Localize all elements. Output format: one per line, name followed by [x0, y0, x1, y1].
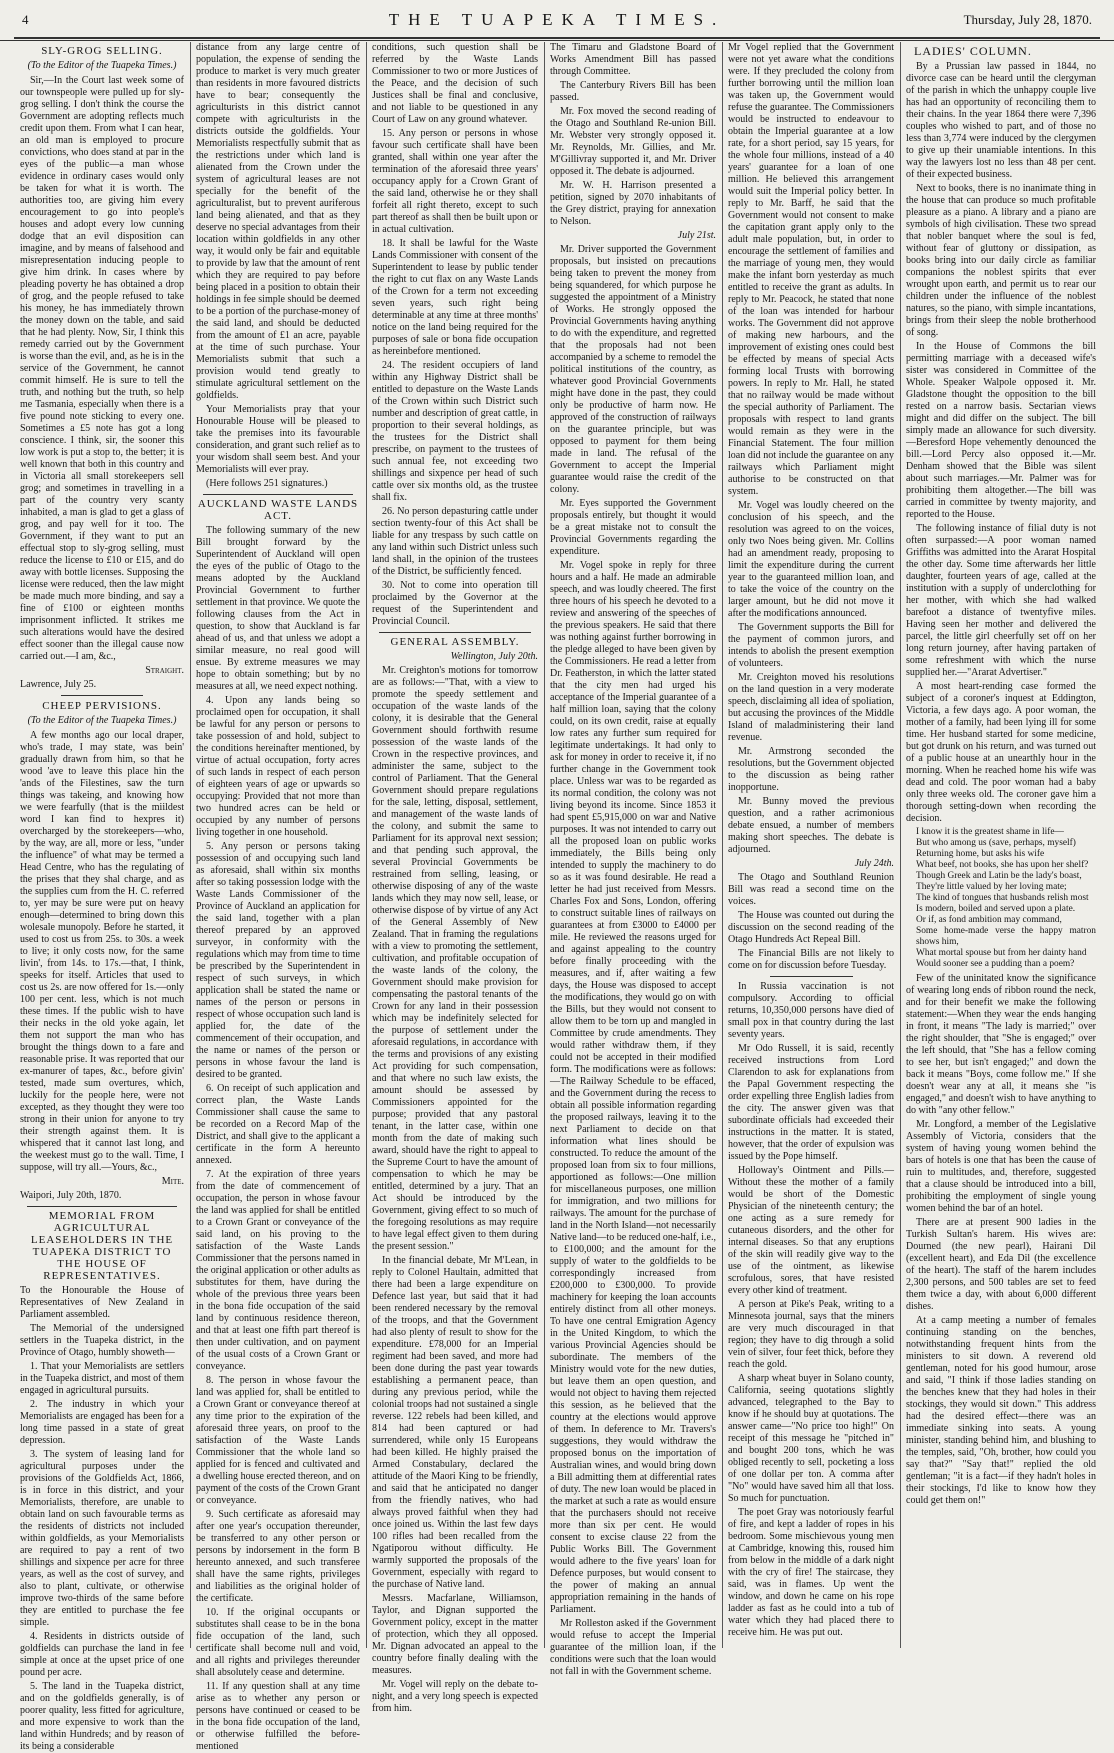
section-rule [379, 632, 532, 633]
paragraph: To the Honourable the House of Representatives of New Zealand in Parliament assembled. [20, 1285, 184, 1320]
paragraph: Mr. Eyes supported the Government proposals entirely, but thought it would be a great mistake not to consult the Provincial Governments regarding the expenditure. [550, 498, 716, 557]
paragraph: Mr. Driver supported the Government proposals, but insisted on precautions being taken to prevent the money from being squandered, for which purpose he suggested the appointment of a Ministry of Works. He strongly opposed the Provincial Governments having anything to do with the expenditure, and regretted that the proposals had not been accompanied by a scheme to remodel the political institutions of the country, as whatever good Provincial Governments might have done in the past, they could only be productive of harm now. He approved of the construction of railways on the guarantee principle, but was opposed to payment for them being made in land. The refusal of the Government to accept the Imperial guarantee would raise the credit of the colony. [550, 244, 716, 495]
column-divider [722, 42, 723, 1648]
paragraph: At a camp meeting a number of females continuing standing on the benches, notwithstanding frequent hints from the ministers to sit down. A reverend old gentleman, noted for his good humour, arose and said, "I think if those ladies standing on the benches knew that they had holes in their stockings, they would sit down." This address had the desired effect—there was an immediate sinking into seats. A young minister, standing behind him, and blushing to the temples, said, "Oh, brother, how could you say that?" "Say that!" replied the old gentleman; "it is a fact—if they hadn't holes in their stockings, I'd like to know how they could get them on!" [906, 1315, 1096, 1506]
paragraph: Mr Odo Russell, it is said, recently received instructions from Lord Clarendon to ask for explanations from the Papal Government respecting the order expelling three English ladies from the city. The answer given was that subordinate officials had exceeded their instructions in the matter. It is stated, however, that the order of expulsion was issued by the Pope himself. [728, 1043, 894, 1162]
newspaper-title: THE TUAPEKA TIMES. [388, 10, 726, 29]
paragraph: In the financial debate, Mr M'Lean, in reply to Colonel Haultain, admitted that there had been a large expenditure on Defence last year, but said that it had been rendered necessary by the removal of the troops, and that the Government had also plenty of result to show for the expenditure. £78,000 for an Imperial regiment had been saved, and more had been done during the past year towards establishing a permanent peace, than during any previous period, while the colonial troops had not sustained a single reverse. 122 rebels had been killed, and 814 had been captured or had surrendered, while only 15 Europeans had been killed. He highly praised the Armed Constabulary, declared the attitude of the Maori King to be friendly, and said that he anticipated no danger from the friendly natives, who had always proved faithful when they had once joined us. Within the last few days 100 rifles had been recalled from the Ngatiporou without difficulty. He warmly supported the proposals of the Government, especially with regard to the purchase of Native land. [372, 1255, 538, 1590]
paragraph: The Government supports the Bill for the payment of common jurors, and intends to abolish the present exemption of volunteers. [728, 622, 894, 669]
paragraph: A sharp wheat buyer in Solano county, California, seeing quotations slightly advanced, telegraphed to the Bay to know if he should buy at quotations. The answer came—"No price too high!" On receipt of this message he "pitched in" and bought 200 tons, which he was obliged recently to sell, pocketing a loss of one dollar per ton. A comma after "No" would have saved him all that loss. So much for punctuation. [728, 1373, 894, 1504]
dateline: July 21st. [677, 230, 716, 241]
paragraph: Mr. Armstrong seconded the resolutions, but the Government objected to the discussion as being rather inopportune. [728, 746, 894, 793]
paragraph: The Memorial of the undersigned settlers in the Tuapeka district, in the Province of Otago, humbly showeth— [20, 1323, 184, 1358]
paragraph: The Otago and Southland Reunion Bill was read a second time on the voices. [728, 872, 894, 907]
paragraph: conditions, such question shall be referred by the Waste Lands Commissioner to two or more Justices of the Peace, and the decision of such Justices shall be final and conclusive, and not liable to be questioned in any Court of Law on any ground whatever. [372, 42, 538, 125]
paragraph: There are at present 900 ladies in the Turkish Sultan's harem. His wives are: Dourned (the new pearl), Hairani Dil (excellent heart), and Eda Dil (the excellence of the heart). The staff of the harem includes 2,300 persons, and 500 tables are set to feed them twice a day, with about 6,000 different dishes. [906, 1217, 1096, 1312]
column-divider [190, 42, 191, 1648]
poem-line: What mortal spouse but from her dainty hand [916, 948, 1087, 958]
masthead-rule [14, 37, 1100, 39]
paragraph: Mr. Creighton moved his resolutions on the land question in a very moderate speech, disclaiming all idea of spoliation, but accusing the provinces of the Middle Island of maladministering their land revenue. [728, 672, 894, 743]
paragraph: 30. Not to come into operation till proclaimed by the Governor at the request of the Superintendent and Provincial Council. [372, 580, 538, 627]
section-title: LADIES' COLUMN. [914, 44, 1032, 58]
column-divider [366, 42, 367, 1648]
paragraph: 6. On receipt of such application and correct plan, the Waste Lands Commissioner shall cause the same to be recorded on a Record Map of the District, and shall give to the applicant a certificate in the form A hereunto annexed. [196, 1083, 360, 1166]
dateline: July 24th. [854, 858, 894, 869]
paragraph: 24. The resident occupiers of land within any Highway District shall be entitled to depasture on the Waste Lands of the Crown within such District such number and description of great cattle, in proportion to their several holdings, as the trustees for the District shall prescribe, on payment to the trustees of such annual fee, not exceeding two shillings and sixpence per head of such cattle over six months old, as the trustee shall fix. [372, 360, 538, 503]
paragraph: By a Prussian law passed in 1844, no divorce case can be heard until the clergyman of the parish in which the unhappy couple live has had an opportunity of reconciling them to their chains. In the year 1864 there were 7,396 couples who wished to part, and of those no less than 3,774 were induced by the clergymen to give up their unamiable intentions. In this way the lawyers lost no less than 48 per cent. of their expected business. [906, 61, 1096, 180]
poem-line: Returning home, but asks his wife [916, 849, 1045, 859]
article-subheading: (To the Editor of the Tuapeka Times.) [27, 715, 177, 726]
poem-line: Is modern, boiled and served upon a plate. [916, 904, 1076, 914]
paragraph: 15. Any person or persons in whose favour such certificate shall have been granted, shall within one year after the termination of the aforesaid three years' occupancy apply for a Crown Grant of the said land, otherwise he or they shall forfeit all right thereto, except to such part thereof as shall then be built upon or in actual cultivation. [372, 128, 538, 235]
poem-line: Or if, as fond ambition may command, [916, 915, 1062, 925]
paragraph: The following summary of the new Bill brought forward by the Superintendent of Auckland will open the eyes of the public of Otago to the means adopted by the Auckland Provincial Government to further settlement in that province. We quote the following clauses from the Act in question, to show that Auckland is far ahead of us, and that unless we adopt a similar measure, no real good will ensue. By extreme measures we may hope to obtain something; but by no measures at all, we need expect nothing. [196, 525, 360, 692]
paragraph: Mr. Vogel spoke in reply for three hours and a half. He made an admirable speech, and was loudly cheered. The first three hours of his speech he devoted to a review and answering of the speeches of the previous speakers. He said that there was nothing against further borrowing in the pledge alleged to have been given by the Commissioners. He read a letter from Dr. Featherston, in which the latter stated that the city men had urged his acceptance of the Imperial guarantee of a half million loan, saying that the colony could, on its own credit, raise at equally low rates any further sum required for legitimate undertakings. It had only to ask for money in order to receive it, if no further change in the Government took place. Unless war was to be regarded as its normal condition, the colony was not living beyond its income. Since 1853 it had spent £5,915,000 on war and Native purposes. It was not intended to carry out all the proposed loan on public works immediately, the Bills being only intended to supply the machinery to do so as it was found desirable. He read a letter he had just received from Messrs. Charles Fox and Sons, London, offering to construct suitable lines of railways on guarantees at from £3000 to £4000 per mile. He reviewed the reasons urged for and against appealing to the country before finally proceeding with the measures, and if, after waiting a few days, the House was disposed to accept the modifications, they would go on with the Bills, but they would not consent to allow them to be torn up and mangled in Committee by crude amendments. They would rather withdraw them, if they could not be accepted in their modified form. The modifications were as follows:—The Railway Schedule to be effaced, and the Government during the recess to obtain all possible information regarding the proposed railways, leaving it to the next Parliament to decide on that information what lines should be constructed. To reduce the amount of the proposed loan from six to four millions, apportioned as follows:—One million for miscellaneous purposes, one million for immigration, and two millions for railways. The amount for the purchase of land in the North Island—not necessarily Native land—to be reduced one-half, i.e., to £100,000; and the amount for the supply of water to the goldfields to be correspondingly increased from £200,000 to £300,000. To provide machinery for keeping the loan accounts entirely distinct from all other moneys. To have one central Emigration Agency in the United Kingdom, to which the various Provincial Agencies should be subordinate. The members of the Ministry would vote for the new duties, but leave them an open question, and would not object to having them rejected this session, as he believed that the country at the elections would approve of them. In deference to Mr. Travers's suggestions, they would withdraw the proposed bonus on the importation of Australian wines, and would bring down a Bill admitting them at differential rates of duty. The new loan would be placed in the market at such a rate as would ensure that the purchasers should not receive more than six per cent. He would consent to excise clause 22 from the Public Works Bill. The Government would adhere to the five years' loan for Defence purposes, but would consent to the power of making an annual appropriation remaining in the hands of Parliament. [550, 560, 716, 1615]
paragraph: Few of the uninitated know the significance of wearing long ends of ribbon round the neck, and for their benefit we make the following statement:—When they wear the ends hanging in front, it means "The lady is married;" over the right shoulder, that "She is engaged;" over the left should, that "She has a fellow coming to see her, but isn't engaged;" and down the back it means "Boys, come follow me." If she doesn't wear any at all, it means she "is engaged," and doesn't wish to have anything to do with "any other fellow." [906, 973, 1096, 1116]
article-headline: AUCKLAND WASTE LANDS ACT. [197, 498, 359, 522]
poem-line: What beef, not books, she has upon her shelf? [916, 860, 1089, 870]
paragraph: Mr. Fox moved the second reading of the Otago and Southland Re-union Bill. Mr. Webster very strongly opposed it. Mr. Reynolds, Mr. Gillies, and Mr. M'Gillivray supported it, and Mr. Driver opposed it. The debate is adjourned. [550, 106, 716, 177]
paragraph: 11. If any question shall at any time arise as to whether any person or persons have continued or ceased to be in the bona fide occupation of the land, or otherwise fulfilled the before-mentioned [196, 1681, 360, 1752]
article-subheading: (To the Editor of the Tuapeka Times.) [27, 60, 177, 71]
poem-line: But who among us (save, perhaps, myself) [916, 838, 1076, 848]
paragraph: 8. The person in whose favour the land was applied for, shall be entitled to a Crown Grant or conveyance thereof at any time prior to the expiration of the aforesaid three years, on proof to the satisfaction of the Waste Lands Commissioner that the whole land so applied for is fenced and cultivated and a dwelling house erected thereon, and on payment of the costs of the Crown Grant or conveyance. [196, 1375, 360, 1506]
article-headline: SLY-GROG SELLING. [41, 45, 163, 57]
paragraph: Mr. Vogel was loudly cheered on the conclusion of his speech, and the resolution was agreed to on the voices, only two Noes being given. Mr. Collins had an amendment ready, proposing to limit the expenditure during the current year to the guaranteed million loan, and to take the voice of the country on the larger amount, but he did not move it after the modifications announced. [728, 500, 894, 619]
paragraph: 3. The system of leasing land for agricultural purposes under the provisions of the Goldfields Act, 1866, is in force in this district, and your Memorialists, therefore, are unable to obtain land on such favourable terms as the residents of districts not included within goldfields, as your Memorialists are required to pay a rent of two shillings and sixpence per acre for three years, as well as the cost of survey, and also to plant, cultivate, or otherwise improve two-thirds of the same before they are entitled to purchase the fee simple. [20, 1449, 184, 1628]
poem-line: Would sooner see a pudding than a poem? [916, 959, 1075, 969]
paragraph: The Financial Bills are not likely to come on for discussion before Tuesday. [728, 948, 894, 971]
column-4 [550, 42, 716, 1677]
paragraph: 4. Residents in districts outside of goldfields can purchase the land in fee simple at once at the upset price of one pound per acre. [20, 1631, 184, 1678]
paragraph: Next to books, there is no inanimate thing in the house that can produce so much profitable pleasure as a piano. A library and a piano are symbols of high civilisation. These two spread that nobler banquet where the soul is fed, without fear of gluttony or dissipation, as books bring into our daily circle as familiar companions the noblest spirits that ever wrought upon earth, and permit us to rear our children under the influence of the noblest natures, so the piano, with simple incantations, brings from their sleep the noble brotherhood of song. [906, 183, 1096, 338]
paragraph: The poet Gray was notoriously fearful of fire, and kept a ladder of ropes in his bedroom. Some mischievous young men at Cambridge, knowing this, roused him from below in the middle of a dark night with the cry of fire! The staircase, they said, was in flames. Up went the window, and down he came on his rope ladder as fast as he could into a tub of water which they had placed there to receive him. He was put out. [728, 1507, 894, 1638]
poem-line: The kind of tongues that husbands relish most [916, 893, 1089, 903]
issue-date: Thursday, July 28, 1870. [963, 12, 1092, 27]
paragraph: The following instance of filial duty is not often surpassed:—A poor woman named Griffiths was admitted into the Ararat Hospital the other day. Some time afterwards her little daughter, fourteen years of age, called at the institution with a supply of underclothing for her mother, with which she had walked barefoot a distance of twentyfive miles. Having seen her mother and delivered the parcel, the little girl cheerfully set off on her long return journey, after having partaken of some refreshment with which the nurse supplied her.—"Ararat Advertiser." [906, 523, 1096, 678]
paragraph: 9. Such certificate as aforesaid may after one year's occupation thereunder, be transferred to any other person or persons by indorsement in the form B hereunto annexed, and such transferee shall have the same rights, privileges and liabilities as the original holder of the certificate. [196, 1509, 360, 1604]
paragraph: 5. Any person or persons taking possession of and occupying such land as aforesaid, shall within six months after so taking possession lodge with the Waste Lands Commissioner of the Province of Auckland an application for the said land, together with a plan thereof prepared by an approved surveyor, in conformity with the regulations which may from time to time be prescribed by the Superintendent in respect of such surveys, in which application shall be stated the name or names of the person or persons in respect of whose occupation such land is applied for, the date of the commencement of their occupation, and the name or names of the person or persons in whose favour the land is desired to be granted. [196, 841, 360, 1080]
poem-line: I know it is the greatest shame in life— [916, 827, 1064, 837]
signature: Straight. [145, 665, 184, 676]
paragraph: distance from any large centre of population, the expense of sending the produce to market is very much greater than residents in more favoured districts have to bear; consequently the agriculturists in this district cannot compete with agriculturists in the districts outside the goldfields. Your Memorialists respectfully submit that as the restrictions under which land is alienated from the Crown under the system of agricultural leases are not specially for the benefit of the agriculturalist, but to prevent auriferous land being alienated, and that as they deserve no special advantages from their location within goldfields in any other way, it would only be fair and equitable to provide by law that the amount of rent which they are required to pay before being placed in a position to obtain their holdings in fee simple should be deemed to be a portion of the purchase-money of the said land, and should be deducted from the amount of £1 an acre, payable at the time of such purchase. Your Memorialists submit that such a provision would tend greatly to stimulate agricultural settlement on the goldfields. [196, 42, 360, 401]
column-6 [906, 42, 1096, 1648]
paragraph: A most heart-rending case formed the subject of a coroner's inquest at Eddington, Victoria, a few days ago. A poor woman, the mother of a family, had been lying ill for some time. Her husband started for some medicine, but got drunk on his return, and was turned out of a public house at an unearthly hour in the morning. When he reached home his wife was dead and cold. The poor woman had a baby only three weeks old. The coroner gave him a thorough setting-down when recording the decision. [906, 681, 1096, 824]
column-5 [728, 42, 894, 1648]
paragraph: (Here follows 251 signatures.) [206, 478, 328, 489]
paragraph: The Timaru and Gladstone Board of Works Amendment Bill has passed through Committee. [550, 42, 716, 77]
article-headline: MEMORIAL FROM AGRICULTURAL LEASEHOLDERS IN THE TUAPEKA DISTRICT TO THE HOUSE OF REPRESENTATIVES. [30, 1210, 174, 1282]
paragraph: A few months ago our local draper, who's trade, I may state, was bein' gradually drawn from him, so that he wood 'ave to leave this place hin the 'ands of the Filestines, saw the turn things was takeing, and knowing how we were fearfully (that is the miildest word I kan find to hexpres it) overcharged by the storekeepers—who, by the way, are all, more or less, "under the influence" of what may be termed a Head Centre, who has the regulating of the prises that they shal charge, and as the supplies cum from the H. C. referred to, yer may be sure were put on heavy enough—determined to bring down this wolesale munopoly. Before he started, it used to cost us from 25s. to 30s. a week to live; it only costs now, for the same livin', from 14s. to 17s.—that, I think, speeks for itself. Articles that used to cost us 2s. are now offered for 1s.—only 100 per cent. less, which is not much these times. If the public wish to have their necks in the old yoke again, let them not support the man who has brought the things down to a fare and reasonable prise. It was reported that our ex-manurer of tapes, &c., before givin' tested, made sum overtures, which, luckily for the people here, were not excepted, as they thought they were too strong in their union for anyone to try their strength against them. It is whispered that it cannot last long, and the weekest must go to the wall. Time, I suppose, will try all.—Yours, &c., [20, 730, 184, 1173]
paragraph: 18. It shall be lawful for the Waste Lands Commissioner with consent of the Superintendent to lease by public tender the right to cut flax on any Waste Lands of the Crown for a term not exceeding seven years, such right being determinable at any time at three months' notice on the land being required for the purposes of sale or bona fide occupation as hereinbefore mentioned. [372, 238, 538, 357]
paragraph: Waipori, July 20th, 1870. [20, 1190, 122, 1201]
paragraph: Sir,—In the Court last week some of our townspeople were pulled up for sly-grog selling. I don't think the course the Government are adopting reflects much credit upon them. From what I can hear, an old man is employed to procure convictions, who does stand at par in the eyes of the public—a man whose evidence in ordinary cases would only be taken for what it is worth. The authorities too, are giving him every encouragement to go into people's houses and adopt every low cunning dodge that an evil disposition can imagine, and by means of falsehood and misrepresentation inducing people to give him drink. In cases where by pleading poverty he has obtained a drop of grog, and the people refused to take his money, he has immediately thrown the money down on the table, and said that he had plenty. Now, Sir, I think this remedy carried out by the Government is worse than the evil, and, as he is in the service of the Government, he cannot commit himself. He is sure to tell the truth, and nothing but the truth, so help me Tasmania, especially when there is a five pound note sticking to every one. Sometimes a £5 note has got a long conscience. I think, sir, the sooner this low work is put a stop to, the better; it is well known that both in this country and in Victoria all small storekeepers sell grog; and sometimes in travelling in a part of the country very scanty inhabited, a man is glad to get a glass of grog, and pay well for it too. The Government, if they want to put an effectual stop to sly-grog selling, must reduce the license to £10 or £15, and do away with bottle licenses. Supposing the license were reduced, then the law might be made much more binding, and say a fine of £100 or eighteen months imprisonment inflicted. It strikes me such alterations would have the desired effect sooner than the illegal cause now carried out.—I am, &c., [20, 75, 184, 662]
paragraph: 26. No person depasturing cattle under section twenty-four of this Act shall be liable for any trespass by such cattle on any land within such District unless such land shall, in the opinion of the trustees of the District, be sufficiently fenced. [372, 506, 538, 577]
paragraph: Mr. Creighton's motions for tomorrow are as follows:—"That, with a view to promote the speedy settlement and occupation of the waste lands of the colony, it is desirable that the General Government should forthwith resume possession of the waste lands of the Crown in the respective provinces, and administer the same, subject to the control of Parliament. That the General Government should prepare regulations for the sale, letting, disposal, settlement, and management of the waste lands of the colony, and submit the same to Parliament for its approval next session; and that pending such approval, the several Provincial Governments be restrained from selling, leasing, or otherwise disposing of any of the waste lands which they may now sell, lease, or otherwise dispose of by virtue of any Act of the General Assembly of New Zealand. That in framing the regulations with a view to promoting the settlement, cultivation, and profitable occupation of the waste lands of the colony, the Government should make provision for compensating the pastoral tenants of the Crown for any land in their possession which may be indefinitely selected for the purpose of settlement under the aforesaid regulations, in accordance with the terms and provisions of any existing Act providing for such compensation, and that where no such law exists, the amount should be assessed by Commissioners appointed for the purpose; provided that any pastoral tenant, in the latter case, within one month from the date of making such award, should have the right to appeal to the Supreme Court to have the amount of compensation to which he may be entitled, determined by a jury. That an Act should be introduced by the Government, giving effect to so much of the foregoing resolutions as may require to have legal effect given to them during the present session." [372, 665, 538, 1252]
paragraph: Mr Vogel replied that the Government were not yet aware what the conditions were. If they precluded the colony from further borrowing until the million loan was taken up, the Government would refuse the guarantee. The Commissioners would be instructed to endeavour to obtain the Imperial guarantee at a low rate, for a short period, say 15 years, for the whole four millions, instead of a 40 years' guarantee for a loan of one million. He believed this arrangement would suit the Imperial policy better. In reply to Mr. Barff, he said that the Government would not consent to make the capitation grant apply only to the adult male population, but, in order to encourage the settlement of families and the marriage of young men, they would make the infant born yesterday as much entitled to receive the grant as adults. In reply to Mr. Peacock, he stated that none of the loan was intended for harbour works. The Government did not approve of making new harbours, and the improvement of existing ones could best be effected by means of special Acts forming local Trusts with borrowing powers. In reply to Mr. Hall, he stated that no railway would be made without the special authority of Parliament. The proposals with respect to land grants would remain as they were in the Financial Statement. The four million loan did not include the guarantee on any railways which Parliament might authorise to be constructed on that system. [728, 42, 894, 497]
paragraph: Mr. Bunny moved the previous question, and a rather acrimonious debate ensued, a number of members making short speeches. The debate is adjourned. [728, 796, 894, 855]
paragraph: Mr. Vogel will reply on the debate to-night, and a very long speech is expected from him. [372, 1679, 538, 1714]
paragraph: 10. If the original occupants or substitutes shall cease to be in the bona fide occupation of the land, such certificate shall become null and void, and all rights and privileges thereunder shall absolutely cease and determine. [196, 1607, 360, 1678]
paragraph: 1. That your Memorialists are settlers in the Tuapeka district, and most of them engaged in agricultural pursuits. [20, 1361, 184, 1396]
section-rule [770, 976, 853, 977]
paragraph: Messrs. Macfarlane, Williamson, Taylor, and Dignan supported the Government policy, except in the matter of protection, which they all opposed. Mr. Dignan advocated an appeal to the country before finally dealing with the measures. [372, 1593, 538, 1676]
poem-line: Some home-made verse the happy matron shows him, [916, 926, 1096, 947]
paragraph: 2. The industry in which your Memorialists are engaged has been for a long time passed in a state of great depression. [20, 1399, 184, 1446]
section-rule [27, 1206, 178, 1207]
column-1 [20, 42, 184, 1752]
paragraph: A person at Pike's Peak, writing to a Minnesota journal, says that the miners are very much discouraged in that region; they have to dig through a solid vein of silver, four feet thick, before they reach the gold. [728, 1299, 894, 1370]
paragraph: 5. The land in the Tuapeka district, and on the goldfields generally, is of poorer quality, less fitted for agriculture, and more expensive to work than the land within Hundreds; and by reason of its being a considerable [20, 1681, 184, 1752]
column-divider [900, 42, 901, 1648]
section-rule [203, 494, 354, 495]
signature: Mite. [161, 1176, 184, 1187]
paragraph: Holloway's Ointment and Pills.—Without these the mother of a family would be short of the Domestic Physician of the nineteenth century; the one acting as a sure remedy for cutaneous disorders, and the other for internal diseases. So that any eruptions of the skin will readily give way to the use of the ointment, as likewise scrofulous, sores, that have resisted every other kind of treatment. [728, 1165, 894, 1296]
paragraph: Your Memorialists pray that your Honourable House will be pleased to take the premises into its favourable consideration, and grant such relief as to your wisdom shall seem best. And your Memorialists will ever pray. [196, 404, 360, 475]
page-number: 4 [22, 12, 29, 27]
article-headline: GENERAL ASSEMBLY. [390, 636, 520, 648]
section-rule [61, 695, 143, 696]
dateline: Wellington, July 20th. [450, 651, 538, 662]
column-3 [372, 42, 538, 1714]
poem-line: Though Greek and Latin be the lady's boast, [916, 871, 1082, 881]
paragraph: Mr. Longford, a member of the Legislative Assembly of Victoria, considers that the system of having young women behind the bars of hotels is one that has been the cause of ruin to multitudes, and, therefore, suggested that a clause should be introduced into a bill, prohibiting the employment of single young women behind the bar of an hotel. [906, 1119, 1096, 1214]
paragraph: The House was counted out during the discussion on the second reading of the Otago Hundreds Act Repeal Bill. [728, 910, 894, 945]
paragraph: In the House of Commons the bill permitting marriage with a deceased wife's sister was considered in Committee of the Whole. Speaker Walpole opposed it. Mr. Gladstone thought the opposition to the bill rested on a narrow basis. Sectarian views might and did differ on the subject. The bill simply made an allowance for such diversity.—Beresford Hope vehemently denounced the bill.—Lord Percy also opposed it.—Mr. Denham showed that the Bible was silent about such marriages.—Mr. Palmer was for prohibiting them altogether.—The bill was carried in committee by twenty majority, and reported to the House. [906, 341, 1096, 520]
paragraph: In Russia vaccination is not compulsory. According to official returns, 10,350,000 persons have died of small pox in that country during the last seventy years. [728, 981, 894, 1040]
column-2 [196, 42, 360, 1752]
paragraph: 4. Upon any lands being so proclaimed open for occupation, it shall be lawful for any person or persons to take possession of and hold, subject to the conditions hereinafter mentioned, by virtue of actual occupation, forty acres of such lands in respect of each person of eighteen years of age or upwards so occupying: Provided that not more than two hundred acres can be held or occupied by any number of persons living together in one household. [196, 695, 360, 838]
masthead [0, 0, 1114, 41]
poem [916, 827, 1096, 970]
paragraph: 7. At the expiration of three years from the date of commencement of occupation, the person in whose favour the land was applied for shall be entitled to a Crown Grant or conveyance of the said land, on his proving to the satisfaction of the Waste Lands Commissioner that the persons named in the original application or other adults as substitutes for them, have during the whole of the previous three years been in the bona fide occupation of the said land by continuous residence thereon, and that at least one fifth part thereof is then under cultivation, and on payment of the usual costs of a Crown Grant or conveyance. [196, 1169, 360, 1372]
paragraph: Mr Rolleston asked if the Government would refuse to accept the Imperial guarantee of the million loan, if the conditions were such that the loan would not fall in with the Government scheme. [550, 1618, 716, 1677]
paragraph: Mr. W. H. Harrison presented a petition, signed by 2070 inhabitants of the Grey district, praying for annexation to Nelson. [550, 180, 716, 227]
article-headline: CHEEP PERVISIONS. [42, 700, 162, 712]
paragraph: The Canterbury Rivers Bill has been passed. [550, 80, 716, 103]
poem-line: They're little valued by her loving mate; [916, 882, 1067, 892]
paragraph: Lawrence, July 25. [20, 679, 97, 690]
column-divider [544, 42, 545, 1648]
